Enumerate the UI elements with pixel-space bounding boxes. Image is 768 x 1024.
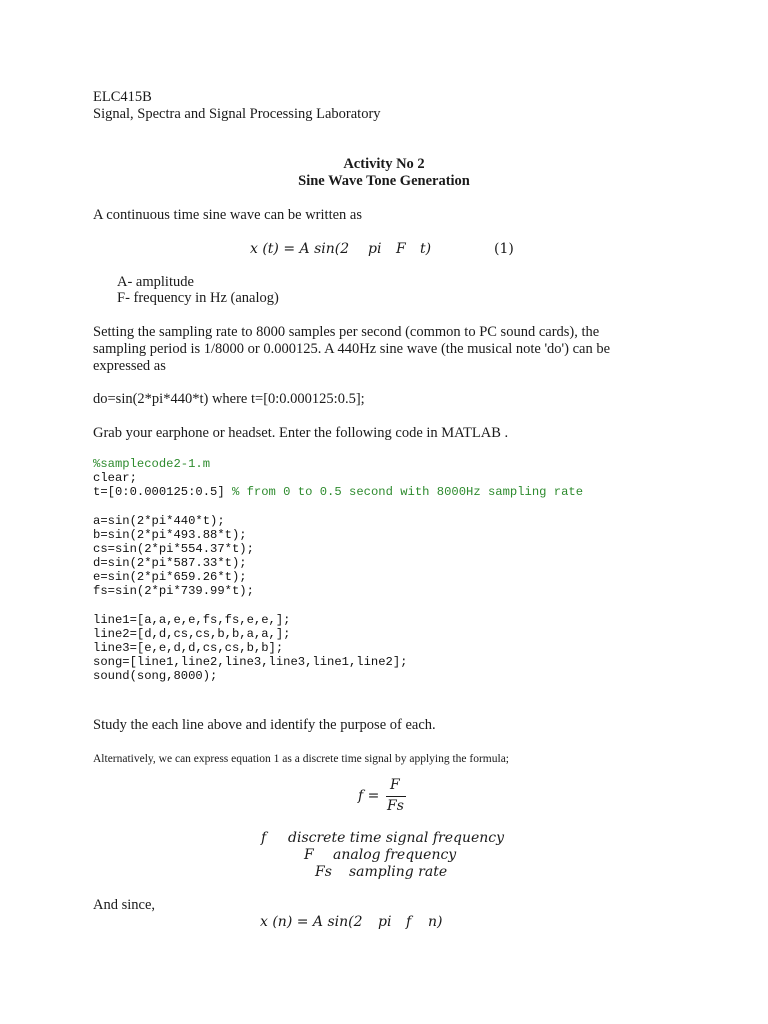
equation-1-lhs: x (t) = A sin(2 [250,241,350,257]
alternative-text: Alternatively, we can express equation 1 as a discrete time signal by applying the formula; [93,753,509,765]
code-song: song=[line1,line2,line3,line3,line1,line2]; [93,655,408,669]
legend-meaning-Fs: sampling rate [349,864,448,880]
code-note-b: b=sin(2*pi*493.88*t); [93,528,247,542]
code-note-a: a=sin(2*pi*440*t); [93,514,225,528]
equation-2-f: f [406,914,412,930]
definition-frequency: F- frequency in Hz (analog) [117,290,279,306]
sampling-paragraph-line-3: expressed as [93,358,166,374]
code-clear-line: clear; [93,471,137,485]
code-note-e: e=sin(2*pi*659.26*t); [93,570,247,584]
equation-1-t: t) [420,241,432,257]
study-instruction: Study the each line above and identify the purpose of each. [93,717,436,733]
do-expression: do=sin(2*pi*440*t) where t=[0:0.000125:0.5]; [93,391,365,407]
intro-text: A continuous time sine wave can be written as [93,207,362,223]
formula-numerator: F [390,777,400,793]
code-time-assignment: t=[0:0.000125:0.5] [93,485,225,499]
formula-lhs: f = [358,788,380,804]
course-code: ELC415B [93,89,152,105]
sampling-paragraph-line-1: Setting the sampling rate to 8000 samples per second (common to PC sound cards), the [93,324,600,340]
equation-1-number: (1) [494,241,514,257]
course-title: Signal, Spectra and Signal Processing Laboratory [93,106,381,122]
code-note-cs: cs=sin(2*pi*554.37*t); [93,542,254,556]
legend-meaning-F: analog frequency [333,847,457,863]
definition-amplitude: A- amplitude [117,274,194,290]
code-note-d: d=sin(2*pi*587.33*t); [93,556,247,570]
equation-2-n: n) [428,914,443,930]
code-filename-comment: %samplecode2-1.m [93,457,211,471]
equation-2-lhs: x (n) = A sin(2 [260,914,363,930]
sampling-paragraph-line-2: sampling period is 1/8000 or 0.000125. A 440Hz sine wave (the musical note 'do') can be [93,341,611,357]
code-time-line [93,485,583,499]
equation-1-pi: pi [368,241,382,257]
equation-2-pi: pi [378,914,392,930]
code-line3: line3=[e,e,d,d,cs,cs,b,b]; [93,641,284,655]
legend-symbol-f: f [261,830,267,846]
code-note-fs: fs=sin(2*pi*739.99*t); [93,584,254,598]
code-line2: line2=[d,d,cs,cs,b,b,a,a,]; [93,627,291,641]
legend-meaning-f: discrete time signal frequency [288,830,505,846]
code-sound: sound(song,8000); [93,669,218,683]
code-line1: line1=[a,a,e,e,fs,fs,e,e,]; [93,613,291,627]
equation-1-F: F [396,241,406,257]
formula-fraction-bar [386,796,406,797]
formula-denominator: Fs [387,798,404,814]
code-time-comment: % from 0 to 0.5 second with 8000Hz sampling rate [231,485,584,499]
instruction-text: Grab your earphone or headset. Enter the following code in MATLAB . [93,425,509,441]
and-since-text: And since, [93,897,156,913]
legend-symbol-Fs: Fs [315,864,332,880]
legend-symbol-F: F [304,847,314,863]
activity-subtitle: Sine Wave Tone Generation [298,173,470,189]
activity-title: Activity No 2 [343,156,425,172]
